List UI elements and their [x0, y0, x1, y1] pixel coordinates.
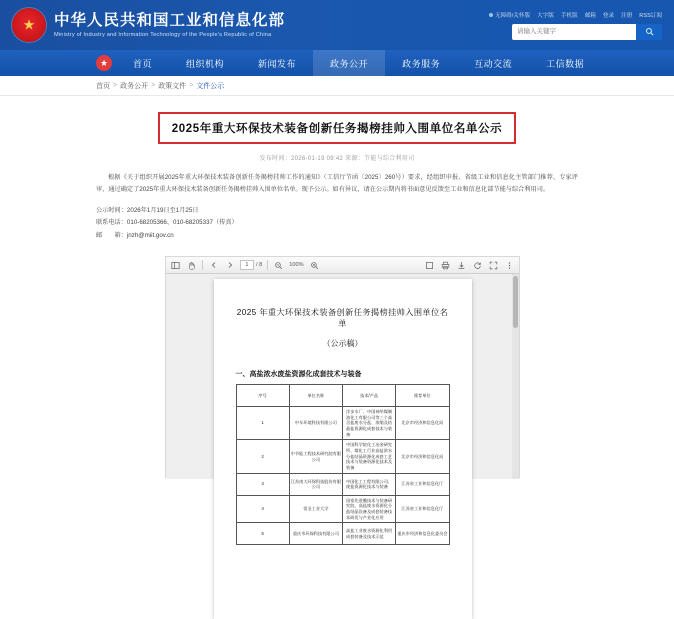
breadcrumb-item-current: 文件公示	[196, 82, 225, 90]
breadcrumb-separator: >	[113, 82, 118, 89]
cell-tech: 洋步水厂、中国神华煤制油化工有限公司等三个高含盐废水分盐、浓缩及结晶盐资源化成套技术与装备	[343, 407, 396, 440]
nav-item-organization[interactable]: 组织机构	[186, 58, 225, 69]
sidebar-toggle-icon[interactable]	[170, 260, 181, 271]
table-header-name: 单位名称	[289, 385, 342, 407]
pdf-viewer	[165, 256, 520, 539]
download-icon[interactable]	[456, 260, 467, 271]
site-title: 中华人民共和国工业和信息化部	[54, 11, 286, 29]
search-button[interactable]	[636, 24, 662, 40]
quick-link-label: 大字版	[537, 12, 554, 19]
quick-link-large-text[interactable]	[537, 11, 554, 19]
cell-recommender: 江苏省工业和信息化厅	[396, 473, 449, 495]
breadcrumb-separator: >	[151, 82, 156, 89]
cell-index: 1	[236, 407, 289, 440]
table-header-tech: 技术/产品	[343, 385, 396, 407]
article-title-wrap	[96, 112, 578, 144]
header-right	[489, 11, 662, 40]
pdf-scrollbar-thumb[interactable]	[513, 276, 518, 328]
search-input[interactable]	[512, 24, 636, 40]
toolbar-divider	[267, 260, 268, 270]
fullscreen-icon[interactable]	[488, 260, 499, 271]
nav-item-services[interactable]: 政务服务	[402, 58, 441, 69]
dot-icon	[489, 13, 493, 17]
site-header	[0, 0, 674, 50]
pdf-toolbar	[166, 257, 519, 274]
pdf-table	[236, 384, 450, 545]
cell-name: 江苏南大环保科技股份有限公司	[289, 473, 342, 495]
quick-link-mail[interactable]	[585, 11, 596, 19]
breadcrumb-separator: >	[189, 82, 194, 89]
quick-links	[489, 11, 662, 19]
pdf-scrollbar[interactable]	[512, 274, 519, 479]
article-contact-block	[96, 205, 578, 242]
next-page-icon[interactable]	[224, 260, 235, 271]
table-row	[236, 523, 449, 545]
nav-item-news[interactable]: 新闻发布	[258, 58, 297, 69]
rotate-icon[interactable]	[472, 260, 483, 271]
page-total-label: / 8	[256, 262, 263, 268]
zoom-in-icon[interactable]	[309, 260, 320, 271]
main-nav	[0, 50, 674, 76]
toolbar-divider	[202, 260, 203, 270]
quick-link-accessibility[interactable]	[489, 11, 530, 19]
nav-home-badge-icon: ★	[96, 55, 112, 71]
article	[0, 96, 674, 242]
quick-link-label: 邮箱	[584, 12, 596, 19]
cell-recommender: 北京市经济和信息化局	[396, 407, 449, 440]
table-row	[236, 407, 449, 440]
pdf-page	[214, 279, 472, 619]
cell-recommender: 江苏省工业和信息化厅	[396, 495, 449, 523]
article-email: 邮 箱：jnzh@miit.gov.cn	[96, 231, 174, 239]
pdf-body[interactable]	[166, 274, 519, 539]
cell-name: 常圣工业大学	[289, 495, 342, 523]
table-row	[236, 473, 449, 495]
cell-name: 重庆市环保科技有限公司	[289, 523, 342, 545]
article-public-period: 公示时间：2026年1月19日至1月25日	[96, 206, 199, 214]
cell-recommender: 重庆市经济和信息化委员会	[396, 523, 449, 545]
quick-link-label: 无障碍/关怀版	[494, 12, 531, 19]
table-header-index: 序号	[236, 385, 289, 407]
cell-index: 2	[236, 440, 289, 473]
quick-link-login[interactable]	[603, 11, 614, 19]
more-options-icon[interactable]	[504, 260, 515, 271]
quick-link-label: 手机版	[560, 12, 578, 19]
table-row	[236, 440, 449, 473]
article-body	[96, 172, 578, 242]
site-subtitle: Ministry of Industry and Information Technology of the People's Republic of China	[54, 32, 272, 39]
cell-name: 中节能工程技术研究院有限公司	[289, 440, 342, 473]
nav-item-government-affairs[interactable]: 政务公开	[313, 50, 385, 76]
pdf-document-title: 2025 年重大环保技术装备创新任务揭榜挂帅入围单位名单	[236, 308, 449, 328]
cell-tech: 中国化工工程有限公司、废盐资源化技术与装备	[343, 473, 396, 495]
cell-tech: 中国科学院化工冶金研究所、煤化工行业高盐浓水分盐结晶资源化成套工艺技术与装备资源化技术及装备	[343, 440, 396, 473]
page-number-input[interactable]	[240, 260, 254, 270]
pdf-document-subtitle: （公示稿）	[322, 339, 363, 348]
table-row	[236, 495, 449, 523]
article-title: 2025年重大环保技术装备创新任务揭榜挂帅入围单位名单公示	[158, 112, 516, 144]
quick-link-mobile[interactable]	[561, 11, 578, 19]
breadcrumb-item-home[interactable]: 首页	[96, 82, 110, 90]
zoom-level[interactable]: 100%	[289, 262, 304, 268]
article-meta: 发布时间：2026-01-19 09:42 来源：节能与综合利用司	[259, 156, 415, 162]
page-indicator	[240, 260, 262, 270]
table-header-row	[236, 385, 449, 407]
breadcrumb-item-policy-documents[interactable]: 政策文件	[158, 82, 187, 90]
cell-index: 4	[236, 495, 289, 523]
cell-index: 3	[236, 473, 289, 495]
table-header-recommender: 推荐单位	[396, 385, 449, 407]
cell-recommender: 北京市经济和信息化局	[396, 440, 449, 473]
nav-item-home[interactable]: 首页	[133, 58, 153, 69]
search-bar[interactable]	[512, 24, 662, 40]
hand-tool-icon[interactable]	[186, 260, 197, 271]
quick-link-rss[interactable]	[639, 11, 662, 19]
quick-link-register[interactable]	[621, 11, 632, 19]
search-icon	[645, 27, 654, 36]
national-emblem-icon	[12, 8, 46, 42]
article-phone: 联系电话：010-68205366、010-68205337（传真）	[96, 219, 238, 227]
pdf-section-heading: 一、高盐浓水废盐资源化成套技术与装备	[235, 371, 362, 378]
quick-link-label: RSS订阅	[639, 12, 662, 19]
cell-tech: 国家先进膜技术与装备研究院、高盐废水资源化分盐结晶设备及成套装备技术研发与产业化应用	[343, 495, 396, 523]
article-paragraph: 根据《关于组织开展2025年重大环保技术装备创新任务揭榜挂帅工作的通知》（工信厅节函〔2025〕260号）要求，经组织申报、省级工业和信息化主管部门推荐、专家评审，通过确定了2025年重大环保技术装备创新任务揭榜挂帅入围单位名单。现予公示。如有异议，请在公示期内将书面意见反馈至工业和信息化部节能与综合利用司。	[96, 174, 578, 194]
breadcrumb-item-government-affairs[interactable]: 政务公开	[120, 82, 149, 90]
nav-item-interaction[interactable]: 互动交流	[474, 58, 513, 69]
cell-name: 中车环境科技有限公司	[289, 407, 342, 440]
breadcrumb	[0, 76, 674, 96]
site-title-block	[54, 12, 285, 38]
nav-item-data[interactable]: 工信数据	[546, 58, 585, 69]
print-icon[interactable]	[440, 260, 451, 271]
fit-page-icon[interactable]	[424, 260, 435, 271]
cell-index: 5	[236, 523, 289, 545]
quick-link-label: 注册	[621, 12, 633, 19]
zoom-out-icon[interactable]	[273, 260, 284, 271]
prev-page-icon[interactable]	[208, 260, 219, 271]
quick-link-label: 登录	[602, 12, 615, 19]
cell-tech: 高盐工业废水资源化利用成套装备及技术示范	[343, 523, 396, 545]
